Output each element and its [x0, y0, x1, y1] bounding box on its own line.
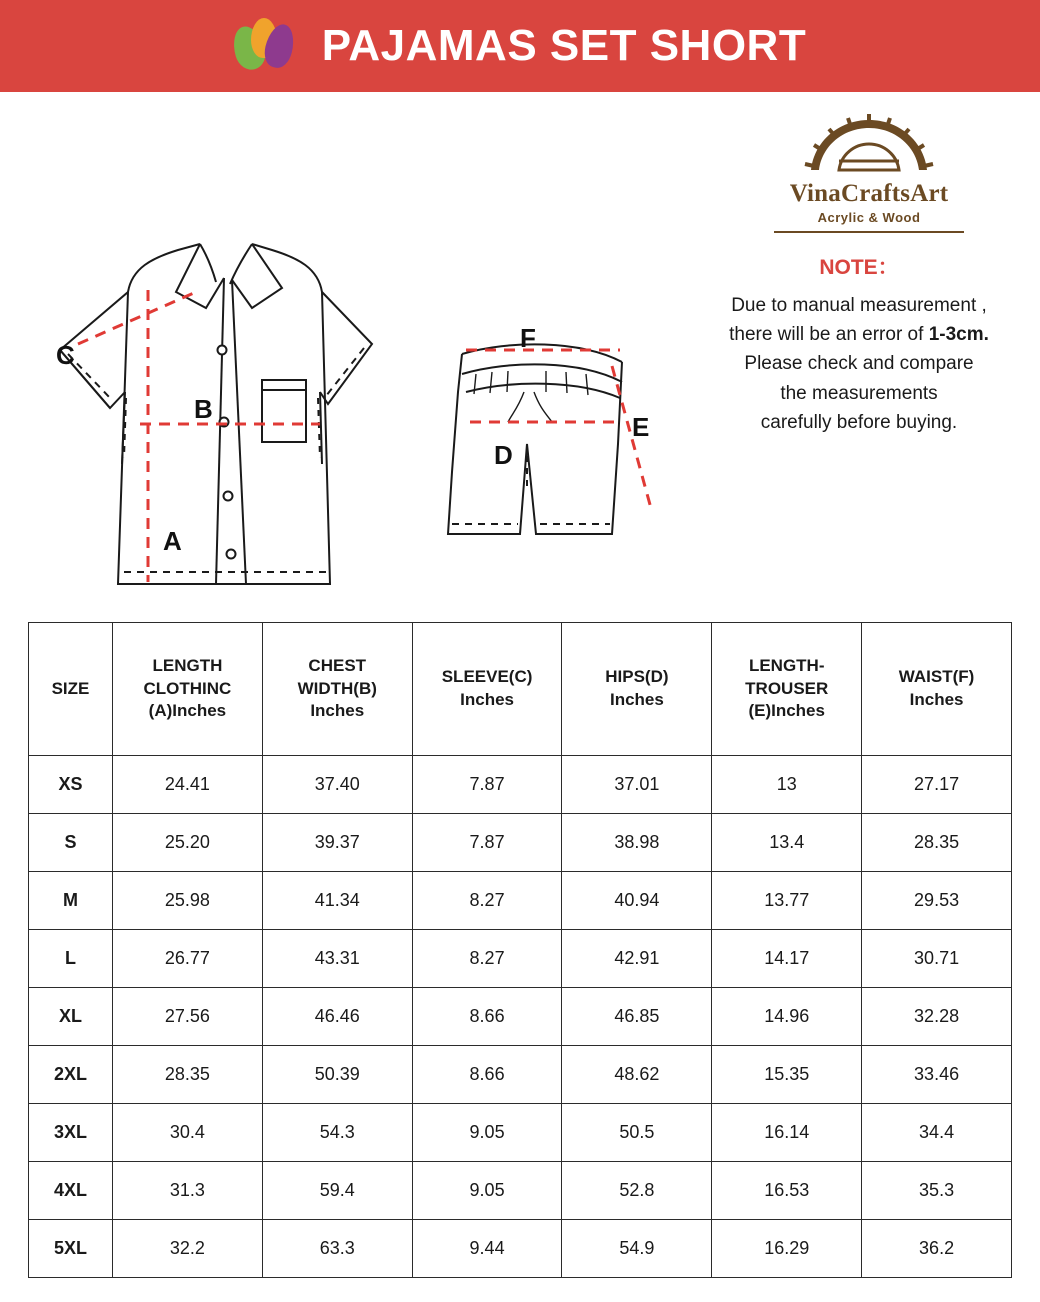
note-box — [694, 252, 1024, 438]
cell-sleeve: 8.27 — [412, 930, 562, 988]
cell-sleeve: 7.87 — [412, 756, 562, 814]
cell-sleeve: 9.44 — [412, 1220, 562, 1278]
table-row — [29, 930, 1012, 988]
cell-size: XS — [29, 756, 113, 814]
cell-size: 4XL — [29, 1162, 113, 1220]
cell-length: 28.35 — [113, 1046, 263, 1104]
cell-length: 25.98 — [113, 872, 263, 930]
cell-hips: 54.9 — [562, 1220, 712, 1278]
cell-hips: 48.62 — [562, 1046, 712, 1104]
table-row — [29, 1046, 1012, 1104]
garment-diagram — [0, 92, 700, 602]
cell-trouser: 16.29 — [712, 1220, 862, 1278]
cell-size: S — [29, 814, 113, 872]
note-line-4: the measurements — [780, 382, 938, 404]
cell-length: 27.56 — [113, 988, 263, 1046]
cell-trouser: 13.4 — [712, 814, 862, 872]
cell-sleeve: 8.27 — [412, 872, 562, 930]
header-content — [234, 16, 806, 76]
table-header-row — [29, 623, 1012, 756]
table-row — [29, 756, 1012, 814]
note-line-1: Due to manual measurement , — [731, 294, 987, 316]
cell-length: 30.4 — [113, 1104, 263, 1162]
cell-size: 5XL — [29, 1220, 113, 1278]
cell-sleeve: 9.05 — [412, 1162, 562, 1220]
cell-chest: 50.39 — [262, 1046, 412, 1104]
cell-chest: 39.37 — [262, 814, 412, 872]
col-header-length: LENGTH CLOTHINC (A)Inches — [113, 623, 263, 756]
label-e: E — [632, 412, 650, 442]
cell-hips: 42.91 — [562, 930, 712, 988]
brand-subtitle: Acrylic & Wood — [817, 210, 921, 225]
cell-hips: 38.98 — [562, 814, 712, 872]
note-line-3: Please check and compare — [744, 353, 974, 375]
page-header — [0, 0, 1040, 92]
cell-hips: 40.94 — [562, 872, 712, 930]
sunburst-arch-icon — [794, 114, 944, 176]
table-row — [29, 988, 1012, 1046]
cell-chest: 54.3 — [262, 1104, 412, 1162]
label-c: C — [56, 340, 75, 370]
cell-trouser: 15.35 — [712, 1046, 862, 1104]
illustration-area — [0, 92, 1040, 602]
cell-hips: 50.5 — [562, 1104, 712, 1162]
three-petal-logo-icon — [234, 16, 300, 76]
cell-length: 24.41 — [113, 756, 263, 814]
cell-chest: 63.3 — [262, 1220, 412, 1278]
cell-chest: 37.40 — [262, 756, 412, 814]
brand-name: VinaCraftsArt — [789, 180, 949, 207]
cell-length: 25.20 — [113, 814, 263, 872]
cell-waist: 29.53 — [862, 872, 1012, 930]
note-line-2-text: there will be an error of — [729, 323, 929, 345]
cell-waist: 32.28 — [862, 988, 1012, 1046]
cell-length: 31.3 — [113, 1162, 263, 1220]
cell-waist: 35.3 — [862, 1162, 1012, 1220]
col-header-hips: HIPS(D) Inches — [562, 623, 712, 756]
label-b: B — [194, 394, 213, 424]
note-tolerance: 1-3cm. — [928, 323, 989, 345]
size-chart — [28, 622, 1012, 1278]
cell-size: 3XL — [29, 1104, 113, 1162]
cell-waist: 34.4 — [862, 1104, 1012, 1162]
note-line-2 — [694, 320, 1024, 349]
cell-waist: 33.46 — [862, 1046, 1012, 1104]
cell-trouser: 14.17 — [712, 930, 862, 988]
cell-waist: 36.2 — [862, 1220, 1012, 1278]
cell-sleeve: 8.66 — [412, 988, 562, 1046]
col-header-chest: CHEST WIDTH(B) Inches — [262, 623, 412, 756]
cell-hips: 52.8 — [562, 1162, 712, 1220]
table-row — [29, 1162, 1012, 1220]
cell-chest: 41.34 — [262, 872, 412, 930]
brand-logo — [734, 114, 1004, 233]
table-row — [29, 1104, 1012, 1162]
cell-size: M — [29, 872, 113, 930]
note-title: NOTE： — [819, 256, 899, 279]
cell-chest: 46.46 — [262, 988, 412, 1046]
col-header-waist: WAIST(F) Inches — [862, 623, 1012, 756]
label-a: A — [163, 526, 182, 556]
cell-trouser: 13.77 — [712, 872, 862, 930]
col-header-sleeve: SLEEVE(C) Inches — [412, 623, 562, 756]
cell-size: 2XL — [29, 1046, 113, 1104]
cell-sleeve: 9.05 — [412, 1104, 562, 1162]
cell-chest: 59.4 — [262, 1162, 412, 1220]
cell-hips: 46.85 — [562, 988, 712, 1046]
table-row — [29, 872, 1012, 930]
cell-trouser: 16.53 — [712, 1162, 862, 1220]
table-row — [29, 1220, 1012, 1278]
cell-length: 32.2 — [113, 1220, 263, 1278]
cell-waist: 27.17 — [862, 756, 1012, 814]
label-d: D — [494, 440, 513, 470]
cell-size: L — [29, 930, 113, 988]
cell-waist: 30.71 — [862, 930, 1012, 988]
col-header-size: SIZE — [29, 623, 113, 756]
label-f: F — [520, 323, 536, 353]
cell-size: XL — [29, 988, 113, 1046]
cell-length: 26.77 — [113, 930, 263, 988]
cell-trouser: 14.96 — [712, 988, 862, 1046]
size-table — [28, 622, 1012, 1278]
table-row — [29, 814, 1012, 872]
cell-sleeve: 7.87 — [412, 814, 562, 872]
page-title: PAJAMAS SET SHORT — [321, 21, 807, 70]
cell-trouser: 13 — [712, 756, 862, 814]
brand-divider — [774, 231, 964, 233]
cell-sleeve: 8.66 — [412, 1046, 562, 1104]
cell-trouser: 16.14 — [712, 1104, 862, 1162]
cell-chest: 43.31 — [262, 930, 412, 988]
note-line-5: carefully before buying. — [760, 412, 958, 434]
col-header-trouser: LENGTH- TROUSER (E)Inches — [712, 623, 862, 756]
cell-waist: 28.35 — [862, 814, 1012, 872]
cell-hips: 37.01 — [562, 756, 712, 814]
